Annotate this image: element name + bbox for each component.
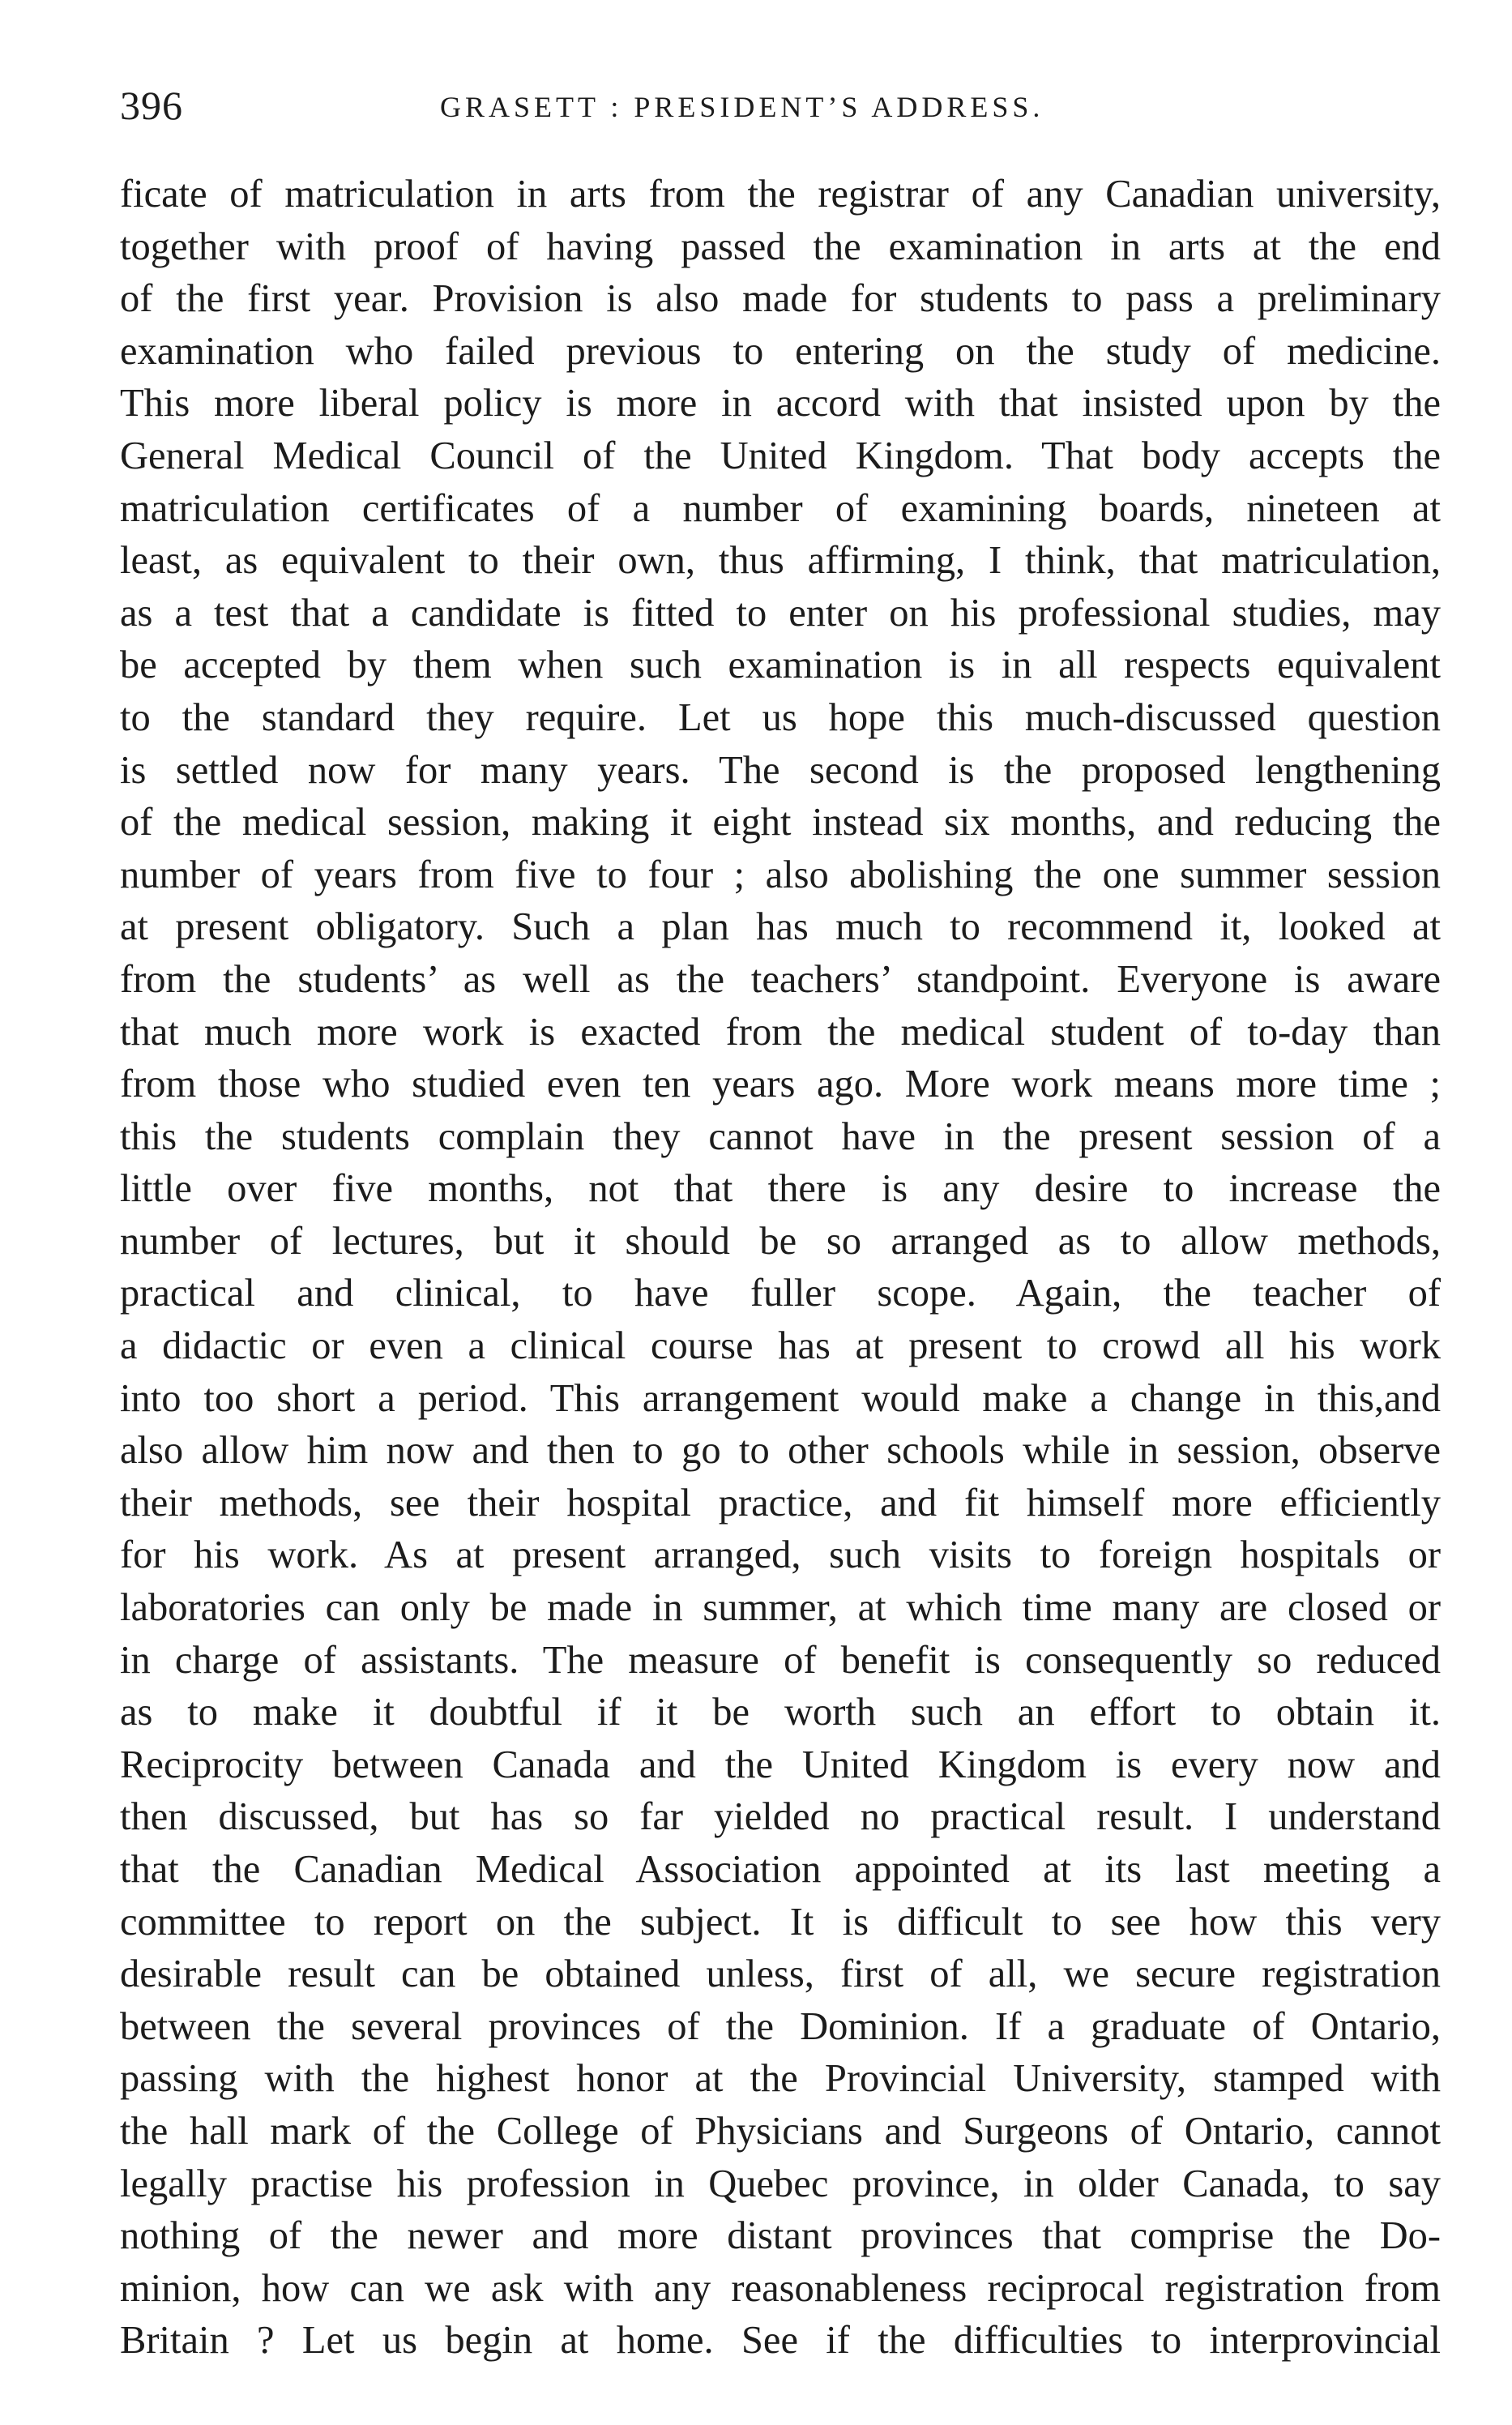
text-line: Reciprocity between Canada and the United Kingdom is every now and [120,1743,1441,1786]
text-line: nothing of the newer and more distant provinces that comprise the Do- [120,2214,1441,2258]
text-line: examination who failed previous to entering on the study of medicine. [120,329,1441,373]
text-line: This more liberal policy is more in accord with that insisted upon by the [120,382,1441,426]
text-line: of the first year. Provision is also made for students to pass a preliminary [120,277,1441,321]
text-line: little over five months, not that there is any desire to increase the [120,1167,1441,1211]
text-line: from the students’ as well as the teachers’ standpoint. Everyone is aware [120,957,1441,1001]
text-line: a didactic or even a clinical course has at present to crowd all his work [120,1324,1441,1368]
text-line: as to make it doubtful if it be worth such an effort to obtain it. [120,1691,1441,1734]
text-line: number of years from five to four ; also abolishing the one summer session [120,853,1441,896]
text-line: this the students complain they cannot have in the present session of a [120,1114,1441,1158]
text-line: legally practise his profession in Quebec province, in older Canada, to say [120,2162,1441,2205]
text-line: practical and clinical, to have fuller scope. Again, the teacher of [120,1272,1441,1315]
text-line: number of lectures, but it should be so arranged as to allow methods, [120,1219,1441,1263]
text-line: their methods, see their hospital practice, and fit himself more efficiently [120,1481,1441,1525]
text-line: be accepted by them when such examination is in all respects equivalent [120,644,1441,687]
text-line: committee to report on the subject. It is difficult to see how this very [120,1900,1441,1944]
text-line: desirable result can be obtained unless, first of all, we secure registration [120,1952,1441,1996]
text-line: that the Canadian Medical Association appointed at its last meeting a [120,1848,1441,1891]
text-line: laboratories can only be made in summer, at which time many are closed or [120,1586,1441,1630]
running-head [120,73,1441,138]
text-line: in charge of assistants. The measure of benefit is consequently so reduced [120,1638,1441,1682]
text-line: ficate of matriculation in arts from the registrar of any Canadian university, [120,173,1441,216]
text-line: for his work. As at present arranged, such visits to foreign hospitals or [120,1533,1441,1577]
text-line: General Medical Council of the United Kingdom. That body accepts the [120,434,1441,477]
text-line: to the standard they require. Let us hope this much-discussed question [120,695,1441,739]
text-line: least, as equivalent to their own, thus affirming, I think, that matriculation, [120,539,1441,583]
body-text [120,169,1441,2367]
text-line: into too short a period. This arrangement would make a change in this,and [120,1376,1441,1420]
text-line: then discussed, but has so far yielded no practical result. I understand [120,1795,1441,1839]
text-line: at present obligatory. Such a plan has much to recommend it, looked at [120,905,1441,949]
text-line: matriculation certificates of a number of examining boards, nineteen at [120,486,1441,530]
text-line: passing with the highest honor at the Provincial University, stamped with [120,2057,1441,2101]
text-line: of the medical session, making it eight instead six months, and reducing the [120,801,1441,845]
text-line: also allow him now and then to go to other schools while in session, observe [120,1429,1441,1473]
text-line: Britain ? Let us begin at home. See if the difficulties to interprovincial [120,2319,1441,2363]
running-title: GRASETT : PRESIDENT’S ADDRESS. [440,91,1044,123]
text-line: as a test that a candidate is fitted to enter on his professional studies, may [120,591,1441,635]
text-line: minion, how can we ask with any reasonableness reciprocal registration from [120,2266,1441,2310]
text-line: is settled now for many years. The second is the proposed lengthening [120,748,1441,792]
text-line: between the several provinces of the Dominion. If a graduate of Ontario, [120,2004,1441,2048]
text-line: together with proof of having passed the examination in arts at the end [120,225,1441,268]
text-line: from those who studied even ten years ago. More work means more time ; [120,1063,1441,1106]
text-line: that much more work is exacted from the medical student of to-day than [120,1010,1441,1054]
page-number: 396 [120,83,183,128]
text-line: the hall mark of the College of Physicians and Surgeons of Ontario, cannot [120,2109,1441,2153]
